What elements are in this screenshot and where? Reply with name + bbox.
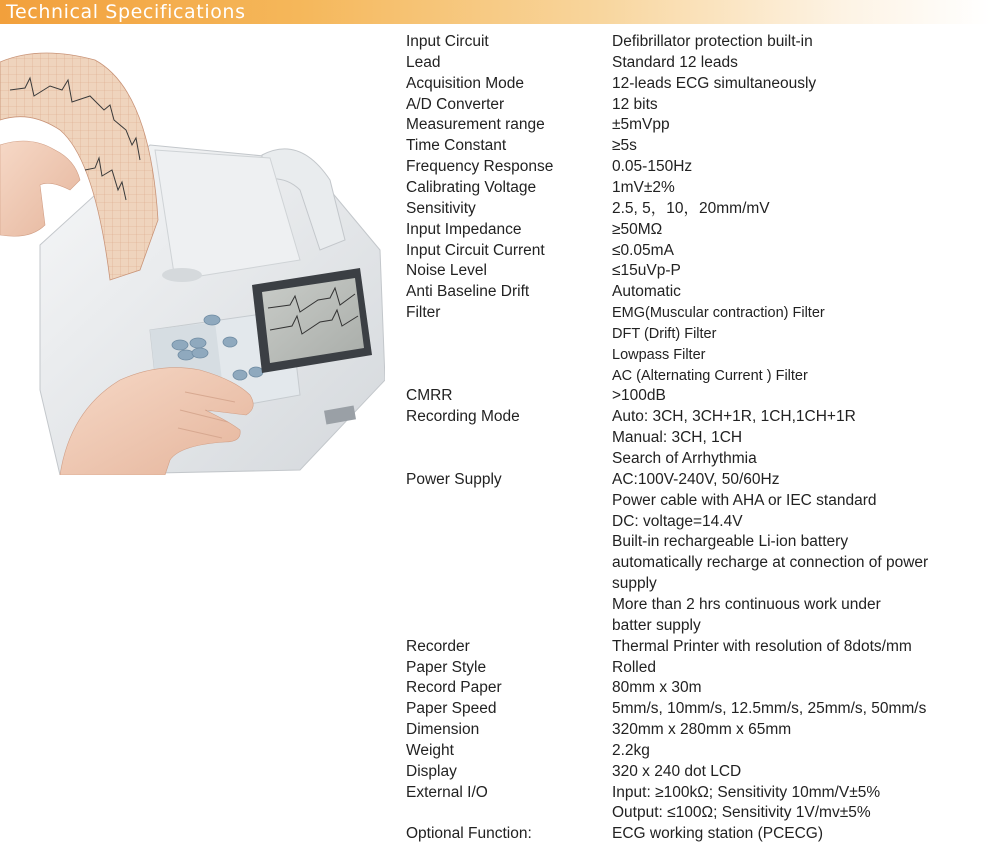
spec-label: External I/O [406,783,488,801]
spec-value-line: ±5mVpp [612,116,670,134]
spec-label: Input Circuit Current [406,241,545,259]
spec-value-line: Power cable with AHA or IEC standard [612,491,877,509]
spec-label: Measurement range [406,116,545,134]
spec-label: Noise Level [406,262,487,280]
spec-value-line: Rolled [612,658,656,676]
spec-value-line: 1mV±2% [612,178,675,196]
spec-label: Recorder [406,637,470,655]
spec-label: Anti Baseline Drift [406,283,530,301]
spec-value [612,303,825,386]
spec-label: Frequency Response [406,158,554,176]
spec-value [612,261,681,282]
spec-label: A/D Converter [406,95,505,113]
spec-label: Dimension [406,721,480,739]
spec-value-line: 12 bits [612,95,658,113]
spec-value-line: 2.2kg [612,741,650,759]
spec-label: CMRR [406,387,453,405]
spec-value-line: Search of Arrhythmia [612,449,757,467]
spec-value [612,282,681,303]
spec-value [612,678,702,699]
spec-value-line: Standard 12 leads [612,53,738,71]
spec-value-line: More than 2 hrs continuous work under [612,595,881,613]
spec-value [612,199,770,220]
spec-value-line: batter supply [612,616,701,634]
spec-value-line: Lowpass Filter [612,346,706,363]
spec-label: Time Constant [406,137,507,155]
spec-label: Recording Mode [406,408,520,426]
spec-value-line: Automatic [612,283,681,301]
spec-value [612,136,637,157]
spec-label: Input Circuit [406,33,489,50]
spec-label: Weight [406,741,454,759]
spec-label: Calibrating Voltage [406,178,537,196]
spec-value [612,658,656,679]
spec-value [612,783,880,825]
spec-value [612,824,823,845]
spec-label: Filter [406,304,441,322]
spec-value-line: ≤0.05mA [612,241,674,259]
spec-value-line: ≤15uVp-P [612,262,681,280]
spec-value-line: AC (Alternating Current ) Filter [612,367,808,384]
spec-value-line: Built-in rechargeable Li-ion battery [612,533,849,551]
spec-label: Paper Speed [406,700,497,718]
spec-label: Acquisition Mode [406,74,525,92]
spec-value [612,220,662,241]
spec-value-line: supply [612,575,657,593]
spec-value-line: automatically recharge at connection of power [612,554,929,572]
spec-value-line: 5mm/s, 10mm/s, 12.5mm/s, 25mm/s, 50mm/s [612,700,927,718]
spec-value-line: AC:100V-240V, 50/60Hz [612,470,780,488]
spec-value [612,241,674,262]
spec-value-line: 12-leads ECG simultaneously [612,74,817,92]
spec-value-line: DC: voltage=14.4V [612,512,743,530]
spec-value [612,407,856,470]
spec-value-line: Thermal Printer with resolution of 8dots/mm [612,637,912,655]
spec-value-line: DFT (Drift) Filter [612,325,717,342]
spec-value [612,386,666,407]
spec-value [612,699,926,720]
spec-value-line: 320mm x 280mm x 65mm [612,721,792,739]
spec-value [612,741,650,762]
spec-value [612,32,813,53]
spec-value-line: ECG working station (PCECG) [612,825,824,843]
spec-value-line: 2.5, 5，10，20mm/mV [612,199,770,217]
spec-value [612,637,912,658]
spec-value-line: EMG(Muscular contraction) Filter [612,305,825,322]
section-title: Technical Specifications [6,1,246,23]
spec-label: Power Supply [406,470,502,488]
spec-label: Record Paper [406,679,502,697]
spec-value-line: Defibrillator protection built-in [612,33,813,50]
spec-value-line: Input: ≥100kΩ; Sensitivity 10mm/V±5% [612,783,881,801]
spec-value-line: Auto: 3CH, 3CH+1R, 1CH,1CH+1R [612,408,856,426]
spec-value-line: Manual: 3CH, 1CH [612,429,743,447]
spec-value [612,470,928,637]
spec-value-line: Output: ≤100Ω; Sensitivity 1V/mv±5% [612,804,871,822]
spec-label: Paper Style [406,658,487,676]
spec-label: Display [406,762,457,780]
spec-value [612,74,816,95]
spec-value [612,720,791,741]
spec-value-line: ≥5s [612,137,637,155]
spec-value-line: 80mm x 30m [612,679,702,697]
spec-value [612,178,675,199]
spec-value [612,53,738,74]
spec-label: Lead [406,53,441,71]
spec-value [612,95,658,116]
spec-value-line: ≥50MΩ [612,220,663,238]
spec-label: Optional Function: [406,825,532,843]
spec-value-line: 0.05-150Hz [612,158,693,176]
spec-value [612,115,670,136]
spec-value-line: 320 x 240 dot LCD [612,762,742,780]
spec-value-line: >100dB [612,387,666,405]
spec-value [612,762,741,783]
spec-label: Sensitivity [406,199,476,217]
spec-label: Input Impedance [406,220,522,238]
spec-value [612,157,692,178]
